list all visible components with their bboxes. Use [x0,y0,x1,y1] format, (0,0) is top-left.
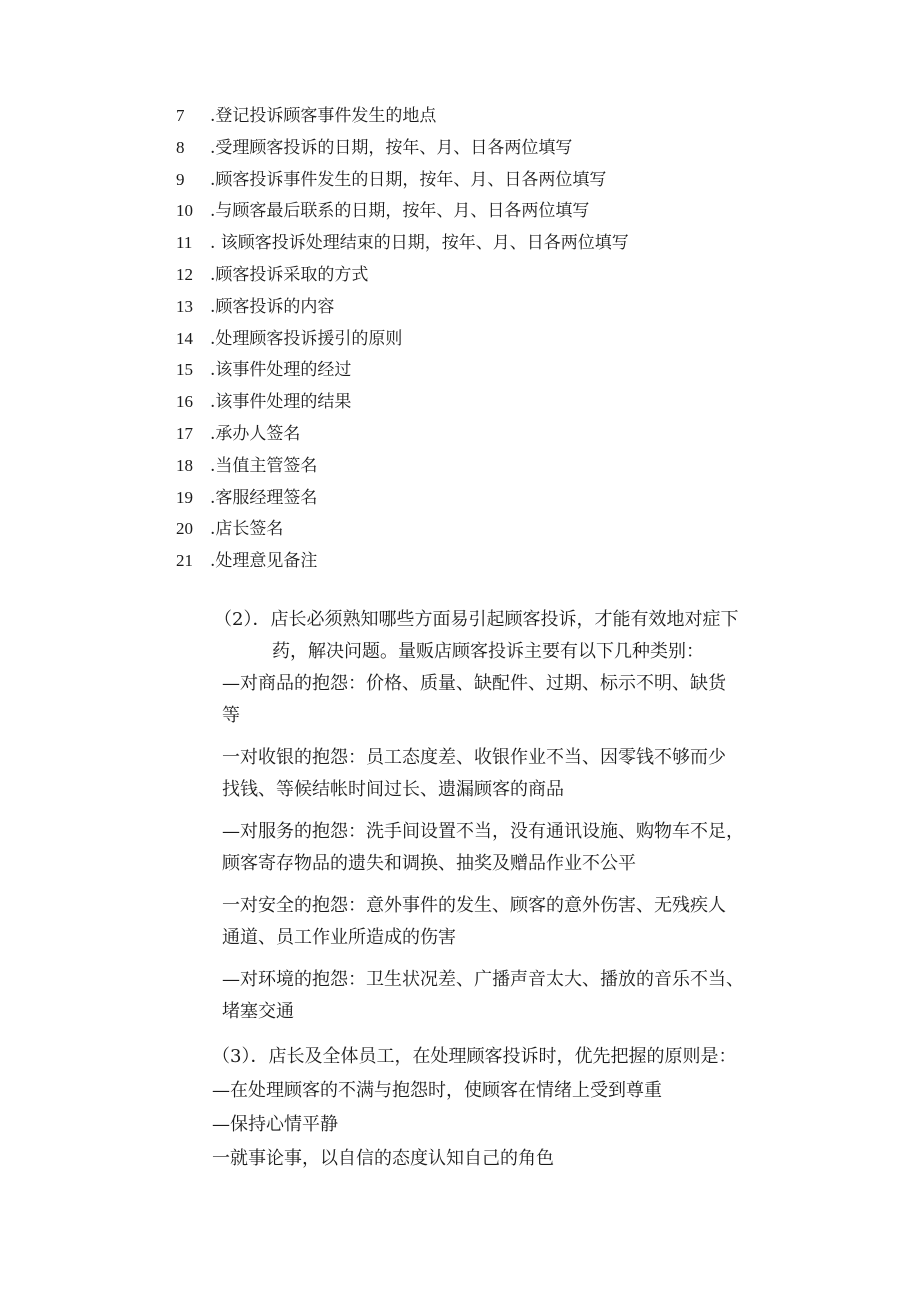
item-number: 15 [176,360,193,380]
list-item [176,195,816,227]
category-environment-line2: 堵塞交通 [222,1001,294,1022]
list-item [176,545,816,577]
item-number: 10 [176,201,193,221]
principle-item: 一就事论事，以自信的态度认知自己的角色 [212,1148,554,1169]
category-service-line2: 顾客寄存物品的遗失和调换、抽奖及赠品作业不公平 [222,853,636,874]
item-text: .当值主管签名 [210,455,318,476]
section2-heading-line1: （2）．店长必须熟知哪些方面易引起顾客投诉，才能有效地对症下 [214,609,739,630]
category-cashier-line1: 一对收银的抱怨：员工态度差、收银作业不当、因零钱不够而少 [222,747,726,768]
item-number: 16 [176,392,193,412]
category-safety-line1: 一对安全的抱怨：意外事件的发生、顾客的意外伤害、无残疾人 [222,895,726,916]
item-text: .受理顾客投诉的日期，按年、月、日各两位填写 [210,137,573,158]
item-text: .顾客投诉采取的方式 [210,264,369,285]
list-item [176,323,816,355]
item-text: .处理顾客投诉援引的原则 [210,328,403,349]
section3-heading: （3）．店长及全体员工，在处理顾客投诉时，优先把握的原则是： [212,1046,737,1067]
item-text: .承办人签名 [210,423,301,444]
list-item [176,164,816,196]
item-number: 8 [176,137,185,157]
item-number: 21 [176,551,193,571]
item-number: 11 [176,233,193,253]
item-text: .登记投诉顾客事件发生的地点 [210,106,437,126]
item-text: .店长签名 [210,519,284,540]
list-item [176,450,816,482]
item-number: 19 [176,487,193,507]
item-text: .顾客投诉事件发生的日期，按年、月、日各两位填写 [210,169,607,190]
item-text: . 该顾客投诉处理结束的日期，按年、月、日各两位填写 [210,233,629,254]
item-number: 18 [176,455,193,475]
numbered-field-list [176,100,816,577]
item-number: 13 [176,296,193,316]
item-number: 14 [176,328,193,348]
item-text: .该事件处理的结果 [210,392,352,413]
list-item [176,482,816,514]
section2-heading-line2: 药，解决问题。量贩店顾客投诉主要有以下几种类别： [272,641,704,662]
item-number: 20 [176,519,193,539]
category-service-line1: —对服务的抱怨：洗手间设置不当，没有通讯设施、购物车不足， [222,821,744,842]
principle-item: —保持心情平静 [212,1114,338,1135]
category-safety-line2: 通道、员工作业所造成的伤害 [222,927,456,948]
item-number: 9 [176,169,185,189]
category-goods-line2: 等 [222,705,240,726]
item-text: .处理意见备注 [210,551,318,572]
item-text: .该事件处理的经过 [210,360,352,381]
list-item [176,227,816,259]
item-text: .顾客投诉的内容 [210,296,335,317]
list-item [176,386,816,418]
list-item [176,100,816,132]
list-item [176,418,816,450]
list-item [176,132,816,164]
item-number: 17 [176,423,193,443]
handling-principles-section [212,1040,812,1176]
list-item [176,354,816,386]
principle-item: —在处理顾客的不满与抱怨时，使顾客在情绪上受到尊重 [212,1080,662,1101]
complaint-categories-section [214,604,814,1028]
item-number: 7 [176,106,185,125]
list-item [176,259,816,291]
list-item [176,513,816,545]
category-environment-line1: —对环境的抱怨：卫生状况差、广播声音太大、播放的音乐不当、 [222,969,744,990]
category-goods-line1: —对商品的抱怨：价格、质量、缺配件、过期、标示不明、缺货 [222,673,726,694]
item-text: .客服经理签名 [210,487,318,508]
list-item [176,291,816,323]
category-cashier-line2: 找钱、等候结帐时间过长、遗漏顾客的商品 [222,779,564,800]
item-number: 12 [176,264,193,284]
item-text: .与顾客最后联系的日期，按年、月、日各两位填写 [210,201,590,222]
